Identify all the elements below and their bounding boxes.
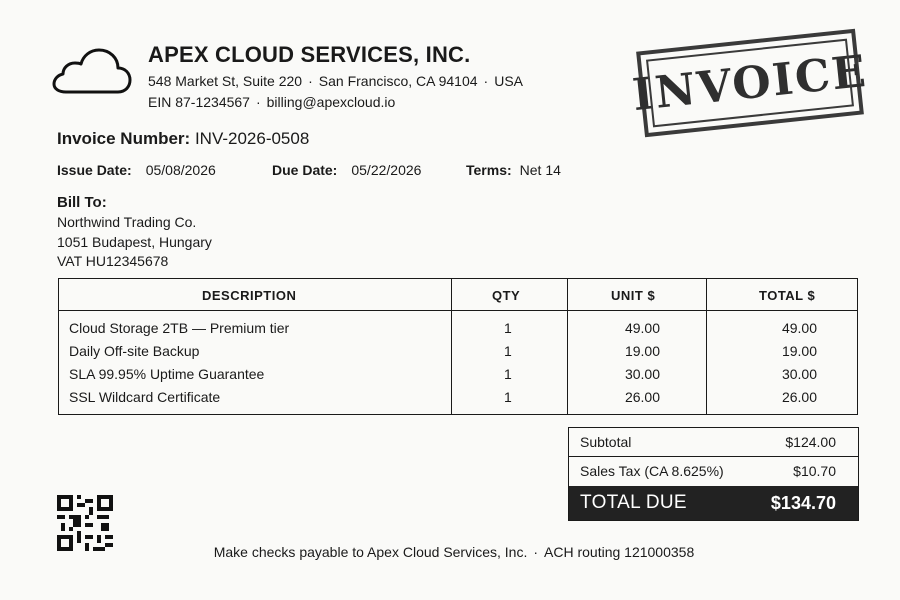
bill-to-vat: VAT HU12345678 — [57, 253, 169, 269]
table-row — [59, 343, 857, 365]
subtotal-label: Subtotal — [580, 434, 632, 450]
due-date-label: Due Date: — [272, 162, 338, 178]
item-unit: 49.00 — [624, 320, 660, 336]
company-email: billing@apexcloud.io — [266, 94, 396, 110]
item-unit: 30.00 — [624, 366, 660, 382]
bill-to-name: Northwind Trading Co. — [57, 214, 197, 230]
item-total: 19.00 — [781, 343, 817, 359]
subtotal-value: $124.00 — [785, 434, 836, 450]
item-qty: 1 — [504, 320, 512, 336]
invoice-number-value: INV-2026-0508 — [194, 129, 310, 148]
item-qty: 1 — [504, 389, 512, 405]
item-qty: 1 — [504, 366, 512, 382]
subtotal-row — [569, 428, 858, 457]
company-street: 548 Market St, Suite 220 — [148, 73, 303, 89]
company-city: San Francisco, CA 94104 — [318, 73, 478, 89]
due-date — [272, 162, 421, 178]
item-unit: 26.00 — [624, 389, 660, 405]
line-items-table — [58, 278, 858, 415]
table-row — [59, 320, 857, 342]
issue-date-value: 05/08/2026 — [145, 162, 216, 178]
header-total: TOTAL $ — [759, 288, 816, 303]
tax-value: $10.70 — [793, 463, 836, 479]
tax-row — [569, 457, 858, 486]
tax-label: Sales Tax (CA 8.625%) — [580, 463, 724, 479]
qr-code-icon — [57, 495, 113, 551]
item-total: 49.00 — [781, 320, 817, 336]
terms — [466, 162, 561, 178]
issue-date-label: Issue Date: — [57, 162, 132, 178]
totals-box — [568, 427, 859, 521]
company-contact: EIN 87-1234567 · billing@apexcloud.io — [148, 94, 396, 110]
item-unit: 19.00 — [624, 343, 660, 359]
item-total: 26.00 — [781, 389, 817, 405]
company-ein: EIN 87-1234567 — [148, 94, 250, 110]
terms-value: Net 14 — [519, 162, 561, 178]
header-description: DESCRIPTION — [202, 288, 297, 303]
header-unit: UNIT $ — [611, 288, 656, 303]
company-country: USA — [494, 73, 523, 89]
total-due-row — [569, 486, 858, 520]
item-qty: 1 — [504, 343, 512, 359]
item-description: Daily Off-site Backup — [69, 343, 200, 359]
invoice-number — [57, 129, 309, 149]
company-address: 548 Market St, Suite 220 · San Francisco, CA 94104 · USA — [148, 73, 523, 89]
table-header — [59, 279, 857, 311]
total-due-value: $134.70 — [770, 493, 836, 513]
item-description: SLA 99.95% Uptime Guarantee — [69, 366, 265, 382]
table-row — [59, 366, 857, 388]
checks-payable: Make checks payable to Apex Cloud Services, Inc. — [213, 544, 528, 560]
terms-label: Terms: — [466, 162, 512, 178]
cloud-icon — [52, 44, 132, 96]
due-date-value: 05/22/2026 — [351, 162, 422, 178]
company-name: APEX CLOUD SERVICES, INC. — [148, 42, 471, 67]
item-total: 30.00 — [781, 366, 817, 382]
item-description: SSL Wildcard Certificate — [69, 389, 221, 405]
invoice-number-label: Invoice Number: — [57, 129, 191, 148]
ach-routing: ACH routing 121000358 — [544, 544, 695, 560]
header-qty: QTY — [492, 288, 521, 303]
total-due-label: TOTAL DUE — [580, 492, 687, 513]
invoice-stamp: INVOICE — [636, 29, 864, 138]
bill-to-address: 1051 Budapest, Hungary — [57, 234, 212, 250]
bill-to-title: Bill To: — [57, 194, 107, 211]
table-row — [59, 389, 857, 411]
item-description: Cloud Storage 2TB — Premium tier — [69, 320, 290, 336]
issue-date — [57, 162, 216, 178]
payment-instructions: Make checks payable to Apex Cloud Services, Inc. · ACH routing 121000358 — [213, 544, 695, 560]
